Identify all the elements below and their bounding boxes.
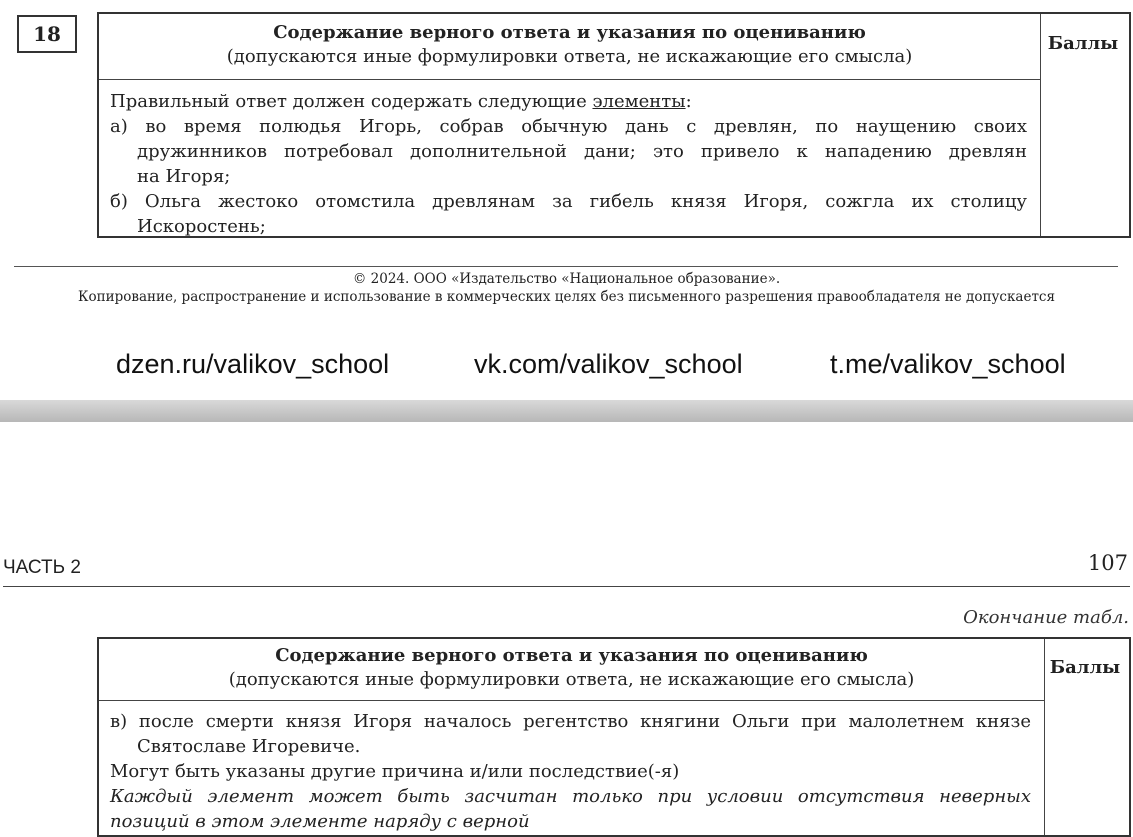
table-header-title: Содержание верного ответа и указания по оцениванию [273, 22, 866, 43]
part-rule [3, 586, 1130, 587]
table-header-subtitle: (допускаются иные формулировки ответа, не искажающие его смысла) [228, 669, 915, 690]
answer-item-b-line1: б) Ольга жестоко отомстила древлянам за гибель князя Игоря, сожгла их столицу [110, 191, 1027, 212]
answer-item-a-line1: а) во время полюдья Игорь, собрав обычную дань с древлян, по наущению своих [110, 116, 1027, 137]
answer-item-a-line3: на Игоря; [137, 166, 231, 187]
table-continuation-label: Окончание табл. [963, 607, 1129, 628]
answer-item-c-line1: в) после смерти князя Игоря началось регентство княгини Ольги при малолетнем князе [110, 711, 1031, 732]
footer-rule [14, 266, 1118, 267]
other-causes-note: Могут быть указаны другие причина и/или последствие(-я) [110, 761, 680, 782]
answer-content-bottom [110, 709, 1031, 834]
table-header-subtitle: (допускаются иные формулировки ответа, не искажающие его смысла) [226, 46, 913, 67]
table-header-title: Содержание верного ответа и указания по оцениванию [275, 645, 868, 666]
intro-colon: : [685, 91, 692, 112]
scoring-note-line1: Каждый элемент может быть засчитан только при условии отсутствия неверных [110, 786, 1031, 807]
dzen-link[interactable]: dzen.ru/valikov_school [116, 349, 390, 379]
task-number-box: 18 [17, 15, 77, 53]
copyright-line: © 2024. ООО «Издательство «Национальное образование». [352, 271, 781, 287]
part-label: ЧАСТЬ 2 [3, 557, 81, 578]
answer-item-a-line2: дружинников потребовал дополнительной дани; это привело к нападению древлян [137, 141, 1027, 162]
answer-intro [110, 89, 1027, 114]
elements-term: элементы [592, 91, 686, 112]
copyright-notice: Копирование, распространение и использование в коммерческих целях без письменного разрешения правообладателя не допускается [78, 289, 1055, 305]
score-column-header: Баллы [1047, 33, 1119, 54]
scoring-note-line2: позиций в этом элементе наряду с верной [110, 811, 530, 832]
intro-text: Правильный ответ должен содержать следующие [110, 91, 593, 112]
answer-table-top [97, 12, 1131, 238]
answer-item-b-line2: Искоростень; [137, 216, 266, 237]
vk-link[interactable]: vk.com/valikov_school [474, 349, 743, 379]
page-number: 107 [1087, 551, 1128, 575]
page-separator [0, 400, 1133, 422]
telegram-link[interactable]: t.me/valikov_school [830, 349, 1066, 379]
score-column-header: Баллы [1049, 657, 1121, 678]
row-divider [99, 700, 1044, 701]
answer-table-bottom [97, 637, 1131, 837]
answer-item-c-line2: Святославе Игоревиче. [137, 736, 361, 757]
answer-content-top [110, 89, 1027, 239]
row-divider [99, 79, 1040, 80]
